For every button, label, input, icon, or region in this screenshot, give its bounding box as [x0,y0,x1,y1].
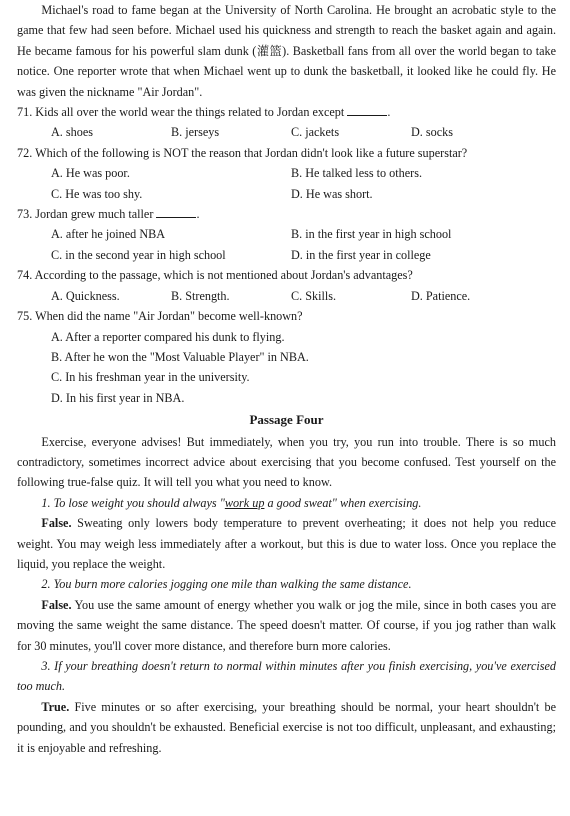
question-71: 71. Kids all over the world wear the things related to Jordan except . [17,105,391,120]
question-stem: Jordan grew much taller [35,207,154,222]
quiz-statement-2 [17,574,556,594]
option-b: B. He talked less to others. [291,166,422,181]
question-number: 74. [17,268,33,283]
option-c: C. in the second year in high school [51,247,226,262]
quiz-statement-3 [17,656,556,697]
question-stem: When did the name "Air Jordan" become well-known? [35,309,303,324]
option-d: D. in the first year in college [291,247,431,262]
statement-number: 2. [41,577,51,592]
quiz-answer-3 [17,697,556,758]
passage-three-paragraph: Michael's road to fame began at the University of North Carolina. He brought an acrobatic style to the game that few had seen before. Michael used his quickness and strength to reach the basket again and again. He became famous for his powerful slam dunk (灌篮). Basketball fans from all over the world began to take notice. One reporter wrote that when Michael went up to dunk the basketball, it looked like he could fly. He was given the nickname "Air Jordan". [17,3,556,99]
statement-number: 1. [41,495,51,510]
option-a: A. After a reporter compared his dunk to flying. [51,329,285,344]
verdict: False. [41,597,72,612]
question-73-options [17,224,556,265]
explanation: Five minutes or so after exercising, your breathing should be normal, your heart shouldn't be pounding, and you shouldn't be exhausted. Beneficial exercise is not too difficult, unpleasant, and exhausting; it is enjoyable and refreshing. [17,699,556,755]
option-c: C. Skills. [291,288,337,303]
quiz-answer-1 [17,513,556,574]
option-a: A. shoes [51,125,93,140]
verdict: False. [41,516,72,531]
question-74 [17,265,556,285]
question-number: 73. [17,207,33,222]
option-a: A. after he joined NBA [51,227,166,242]
passage-four-intro: Exercise, everyone advises! But immediately, when you try, you run into trouble. There is so much contradictory, sometimes incorrect advice about exercising that you become confused. Test yourself on the following true-false quiz. It will tell you what you need to know. [17,434,556,490]
statement-text: If your breathing doesn't return to normal within minutes after you finish exercising, you've exercised too much. [17,659,556,694]
option-b: B. After he won the "Most Valuable Player" in NBA. [51,349,309,364]
question-74-options [17,286,556,306]
question-stem: According to the passage, which is not mentioned about Jordan's advantages? [34,268,413,283]
option-b: B. jerseys [171,125,220,140]
statement-text-end: a good sweat" when exercising. [264,495,422,510]
option-c: C. In his freshman year in the university. [51,370,250,385]
question-72-options [17,163,556,204]
statement-underlined-phrase: work up [224,495,265,510]
option-a: A. Quickness. [51,288,120,303]
answer-blank [156,205,196,218]
statement-number: 3. [41,659,51,673]
question-number: 71. [17,105,33,120]
verdict: True. [41,699,70,714]
question-stem: Kids all over the world wear the things related to Jordan except [35,105,345,120]
question-75 [17,306,556,326]
quiz-statement-1 [17,493,556,513]
question-72 [17,143,556,163]
explanation: Sweating only lowers body temperature to prevent overheating; it does not help you reduce weight. You may weigh less immediately after a workout, but this is due to water loss. Once you replace the liquid, you replace the weight. [17,516,557,571]
quiz-answer-2 [17,595,556,656]
answer-blank [347,103,387,116]
option-a: A. He was poor. [51,166,130,181]
question-stem: Which of the following is NOT the reason that Jordan didn't look like a future superstar? [35,145,468,160]
option-d: D. socks [411,125,453,140]
question-73: 73. Jordan grew much taller . [17,207,200,222]
option-d: D. He was short. [291,186,373,201]
option-d: D. Patience. [411,288,471,303]
question-number: 75. [17,309,33,324]
passage-four-title: Passage Four [249,412,324,428]
option-c: C. jackets [291,125,340,140]
statement-text: You burn more calories jogging one mile than walking the same distance. [53,577,412,592]
question-71-options [17,122,556,142]
option-d: D. In his first year in NBA. [51,390,185,405]
question-number: 72. [17,145,33,160]
statement-text-start: To lose weight you should always " [53,495,225,510]
explanation: You use the same amount of energy whether you walk or jog the mile, since in both cases you are moving the same weight the same distance. The speed doesn't matter. Of course, if you jog rather than walk for 30 minutes, you'll cover more distance, and therefore burn more calories. [17,597,556,653]
option-b: B. in the first year in high school [291,227,452,242]
option-b: B. Strength. [171,288,230,303]
option-c: C. He was too shy. [51,186,143,201]
question-75-options [17,327,556,409]
